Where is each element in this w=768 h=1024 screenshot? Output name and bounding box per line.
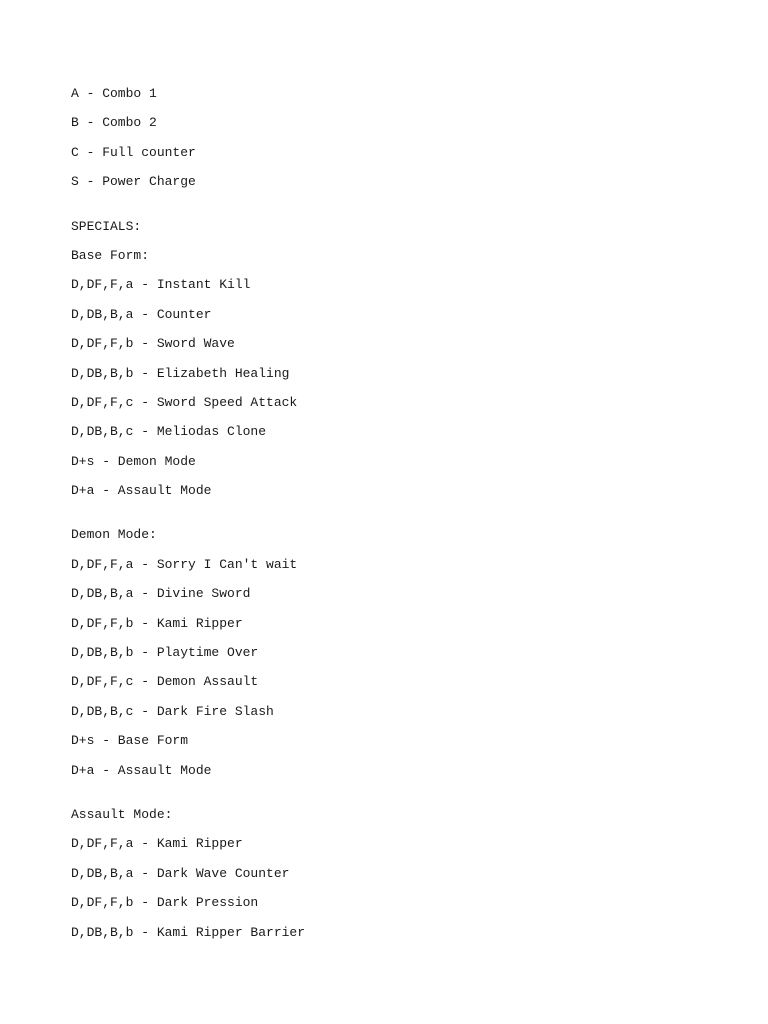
- section-gap: [71, 791, 731, 806]
- move-line: D,DB,B,b - Playtime Over: [71, 645, 259, 661]
- move-line: D,DF,F,a - Sorry I Can't wait: [71, 556, 298, 572]
- button-line: S - Power Charge: [71, 174, 196, 190]
- move-line: D,DB,B,a - Dark Wave Counter: [71, 865, 290, 881]
- move-line: D,DF,F,b - Dark Pression: [71, 895, 259, 911]
- section-heading: Base Form:: [71, 247, 150, 263]
- move-line: D,DF,F,a - Instant Kill: [71, 277, 251, 293]
- move-line: D,DF,F,a - Kami Ripper: [71, 836, 243, 852]
- move-line: D,DF,F,c - Sword Speed Attack: [71, 394, 298, 410]
- move-line: D+s - Base Form: [71, 733, 189, 749]
- move-line: D+s - Demon Mode: [71, 453, 196, 469]
- move-line: D,DB,B,c - Meliodas Clone: [71, 424, 267, 440]
- section-gap: [71, 511, 731, 526]
- move-line: D,DB,B,b - Elizabeth Healing: [71, 365, 290, 381]
- move-line: D,DF,F,b - Kami Ripper: [71, 615, 243, 631]
- section-gap: [71, 203, 731, 218]
- move-line: D,DF,F,c - Demon Assault: [71, 674, 259, 690]
- specials-heading: SPECIALS:: [71, 218, 142, 234]
- button-list: [71, 85, 731, 203]
- section-assault-mode: [71, 806, 731, 953]
- section-heading: Demon Mode:: [71, 527, 157, 543]
- section-demon-mode: [71, 526, 731, 791]
- section-heading: Assault Mode:: [71, 806, 173, 822]
- move-line: D,DB,B,b - Kami Ripper Barrier: [71, 924, 306, 940]
- button-line: B - Combo 2: [71, 115, 157, 131]
- move-line: D+a - Assault Mode: [71, 762, 212, 778]
- move-line: D+a - Assault Mode: [71, 483, 212, 499]
- section-base-form: [71, 247, 731, 512]
- button-line: A - Combo 1: [71, 86, 157, 101]
- move-line: D,DB,B,a - Divine Sword: [71, 586, 251, 602]
- document-body: [71, 85, 731, 953]
- move-line: D,DB,B,c - Dark Fire Slash: [71, 703, 274, 719]
- move-line: D,DB,B,a - Counter: [71, 306, 212, 322]
- move-line: D,DF,F,b - Sword Wave: [71, 336, 235, 352]
- button-line: C - Full counter: [71, 144, 196, 160]
